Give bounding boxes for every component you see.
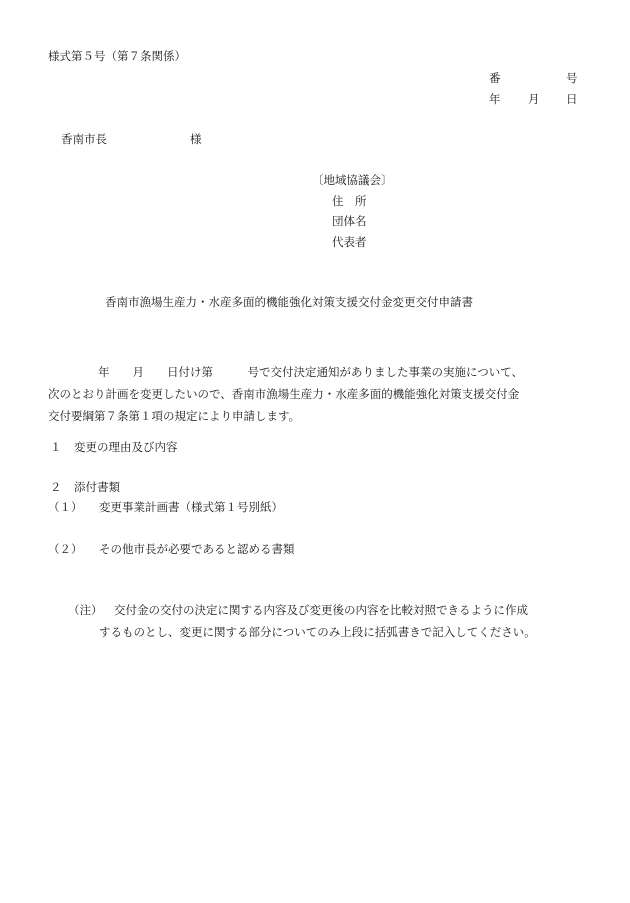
section-2-label: 添付書類: [74, 480, 120, 494]
applicant-org-type: 〔地域協議会〕: [312, 173, 393, 187]
section-1-label: 変更の理由及び内容: [74, 440, 178, 454]
body-paragraph: [48, 361, 593, 427]
doc-number-ban: 番: [489, 71, 501, 85]
form-label: 様式第５号（第７条関係）: [48, 49, 186, 63]
date-month: 月: [528, 92, 540, 106]
applicant-group-name-label: 団体名: [332, 214, 367, 228]
note-label: （注）: [68, 603, 103, 617]
section-2-1-label: 変更事業計画書（様式第１号別紙）: [99, 500, 283, 514]
section-2-2-label: その他市長が必要であると認める書類: [99, 542, 295, 556]
note-row-1: [68, 599, 608, 621]
document-title: 香南市漁場生産力・水産多面的機能強化対策支援交付金変更交付申請書: [105, 295, 473, 309]
addressee-name: 香南市長: [61, 132, 107, 146]
section-2-2-number: （２）: [48, 542, 83, 556]
applicant-address-label: 住 所: [332, 194, 367, 208]
date-day: 日: [566, 92, 578, 106]
note-block: [68, 599, 608, 643]
note-line-2: するものとし、変更に関する部分についてのみ上段に括弧書きで記入してください。: [99, 625, 536, 639]
date-year: 年: [489, 92, 501, 106]
body-line-3: 交付要綱第７条第１項の規定により申請します。: [48, 409, 301, 423]
body-line-1: 年 月 日付け第 号で交付決定通知がありました事業の実施について、: [98, 365, 524, 379]
section-2-number: ２: [50, 480, 62, 494]
addressee-honorific: 様: [190, 132, 202, 146]
section-2-1-number: （１）: [48, 500, 83, 514]
body-line-2: 次のとおり計画を変更したいので、香南市漁場生産力・水産多面的機能強化対策支援交付金: [48, 387, 520, 401]
note-line-1: 交付金の交付の決定に関する内容及び変更後の内容を比較対照できるように作成: [114, 603, 528, 617]
doc-number-go: 号: [566, 71, 578, 85]
applicant-representative-label: 代表者: [332, 235, 367, 249]
section-1-number: １: [50, 440, 62, 454]
